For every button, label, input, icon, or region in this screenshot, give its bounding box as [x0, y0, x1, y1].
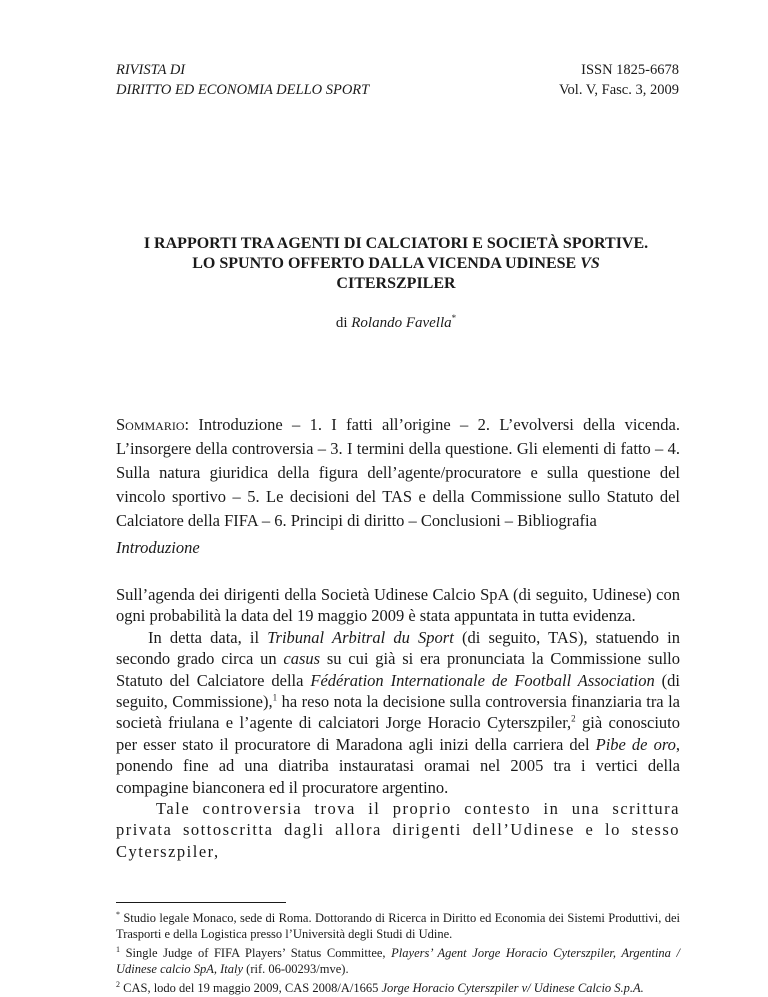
journal-name-line2: DIRITTO ED ECONOMIA DELLO SPORT: [116, 82, 370, 98]
footnote-ref-1: 1: [272, 692, 278, 703]
footnote-1-text-b: (rif. 06-00293/mve).: [243, 961, 349, 976]
p2-text-e: ha reso nota la decisione sulla controversia finanziaria tra la società friulana e l’agente di calciatori Jorge Horacio Cyterszpiler,: [116, 692, 681, 733]
title-line2-text: LO SPUNTO OFFERTO DALLA VICENDA UDINESE: [192, 255, 577, 272]
footnote-star-text: Studio legale Monaco, sede di Roma. Dottorando di Ricerca in Diritto ed Economia dei Sistemi Produttivi, dei Trasporti e della Logistica presso l’Università degli Studi di Udine.: [116, 911, 680, 941]
footnotes: [116, 907, 680, 997]
article-title: [110, 234, 682, 294]
paragraph-2: [116, 627, 680, 798]
footnote-1-mark: 1: [116, 945, 120, 955]
footnote-star: [116, 907, 680, 942]
journal-name-line1: RIVISTA DI: [116, 62, 186, 78]
footnote-2: [116, 977, 680, 997]
author-line: [110, 313, 682, 332]
author-prefix: di: [335, 315, 348, 331]
title-line2: [110, 254, 682, 274]
p2-text-g: , ponendo fine ad una diatriba instauratasi oramai nel 2005 tra i vertici della compagine bianconera ed il procuratore argentino.: [116, 734, 681, 797]
journal-name: [116, 60, 369, 100]
volume-issue: Vol. V, Fasc. 3, 2009: [558, 82, 679, 98]
p2-text-c: su cui già si era pronunciata la Commissione sullo Statuto del Calciatore della: [116, 649, 680, 690]
footnote-ref-2: 2: [571, 713, 576, 724]
p2-tas-italic: Tribunal Arbitral du Sport: [267, 627, 454, 647]
p2-text-a: In detta data, il: [148, 627, 268, 647]
footnote-star-mark: *: [116, 910, 120, 919]
body-text: [116, 584, 680, 862]
footnote-2-italic: Jorge Horacio Cyterszpiler v/ Udinese Calcio S.p.A.: [381, 981, 644, 996]
summary-text: : Introduzione – 1. I fatti all’origine – 2. L’evolversi della vicenda. L’insorgere della controversia – 3. I termini della questione. Gli elementi di fatto – 4. Sulla natura giuridica della figura dell’agente/procuratore e sulla questione del vincolo sportivo – 5. Le decisioni del TAS e della Commissione sullo Statuto del Calciatore della FIFA – 6. Principi di diritto – Conclusioni – Bibliografia: [116, 415, 680, 530]
p2-text-d: (di seguito, Commissione),: [116, 670, 680, 712]
p2-fifa-italic: Fédération Internationale de Football Association: [310, 670, 655, 690]
section-heading: Introduzione: [116, 538, 200, 557]
footnote-2-mark: 2: [116, 980, 120, 990]
p2-casus-italic: casus: [283, 649, 321, 669]
summary: [116, 413, 680, 533]
footnote-1: [116, 942, 680, 977]
p2-pibe-italic: Pibe de oro: [595, 734, 676, 754]
title-line3: CITERSZPILER: [336, 275, 456, 292]
summary-label: Sommario: [116, 415, 185, 434]
issue-info: [559, 60, 679, 100]
issn: ISSN 1825-6678: [581, 62, 679, 78]
p2-text-f: già conosciuto per esser stato il procuratore di Maradona agli inizi della carriera del: [116, 713, 680, 754]
footnote-2-text-a: CAS, lodo del 19 maggio 2009, CAS 2008/A/1665: [120, 981, 382, 996]
paragraph-1: Sull’agenda dei dirigenti della Società Udinese Calcio SpA (di seguito, Udinese) con ogni probabilità la data del 19 maggio 2009 è stata appuntata in tutta evidenza.: [116, 585, 680, 626]
author-footnote-mark: *: [451, 313, 457, 323]
title-line1: I RAPPORTI TRA AGENTI DI CALCIATORI E SOCIETÀ SPORTIVE.: [143, 235, 649, 252]
footnote-separator: [116, 902, 286, 903]
p2-text-b: (di seguito, TAS), statuendo in secondo grado circa un: [116, 627, 680, 669]
author-name: Rolando Favella: [351, 315, 452, 331]
footnote-1-text-a: Single Judge of FIFA Players’ Status Committee,: [120, 946, 392, 961]
title-vs: VS: [580, 255, 600, 272]
footnote-1-italic: Players’ Agent Jorge Horacio Cyterszpiler, Argentina / Udinese calcio SpA, Italy: [116, 946, 680, 976]
paragraph-3: Tale controversia trova il proprio contesto in una scrittura privata sottoscritta dagli allora dirigenti dell’Udinese e lo stesso Cyterszpiler,: [116, 799, 680, 861]
